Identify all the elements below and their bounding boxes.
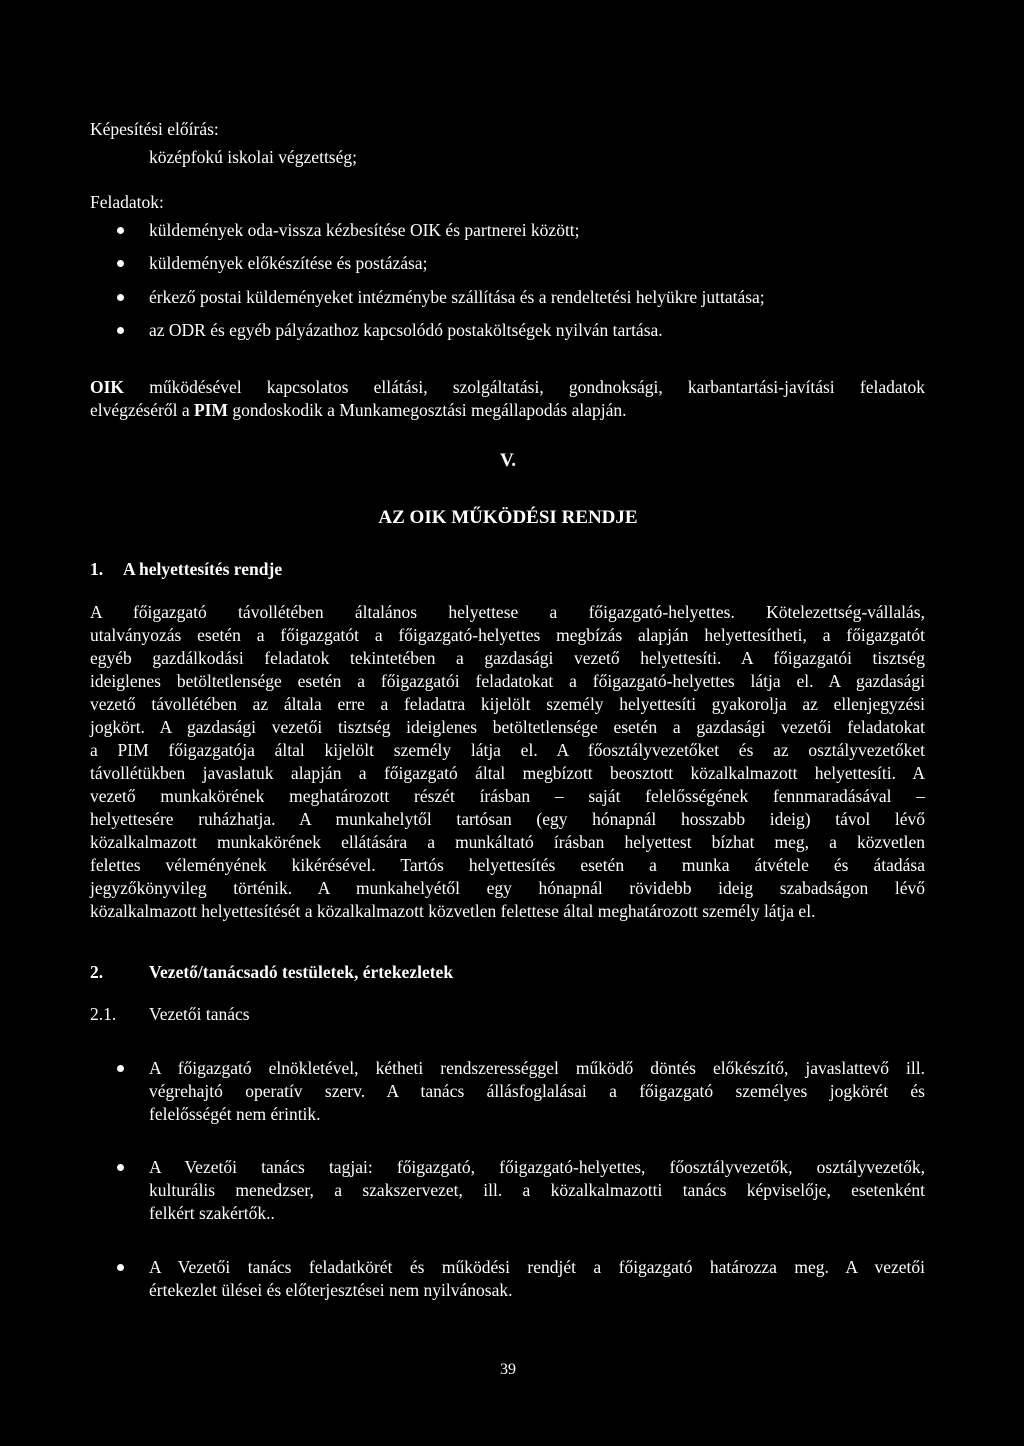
tasks-label: Feladatok: xyxy=(90,192,164,212)
page-number: 39 xyxy=(500,1361,516,1378)
paragraph-line: a PIM főigazgatója által kijelölt személy látja el. A főosztályvezetőket és az osztályvezetőket xyxy=(90,740,925,760)
pim-abbr: PIM xyxy=(193,400,228,420)
paragraph-line: felettes véleményének kikérésével. Tartós helyettesítés esetén a munka átvétele és átadása xyxy=(90,855,925,875)
paragraph-line: jogkört. A gazdasági vezetői tisztség ideiglenes betöltetlensége esetén a gazdasági vezetői feladatokat xyxy=(90,717,925,737)
task-item: küldemények oda-vissza kézbesítése OIK és partnerei között; xyxy=(149,220,580,240)
bullet-icon xyxy=(117,260,124,267)
bullet-line: értekezlet ülései és előterjesztései nem nyilvánosak. xyxy=(149,1280,513,1300)
qualification-value: középfokú iskolai végzettség; xyxy=(149,147,357,167)
bullet-icon xyxy=(117,327,124,334)
council-bullet-2 xyxy=(149,1156,925,1225)
section-2-1-number: 2.1. xyxy=(90,1004,117,1024)
bullet-line: A főigazgató elnökletével, kétheti rendszerességgel működő döntés előkészítő, javaslattevő ill. xyxy=(149,1058,925,1078)
section-2-number: 2. xyxy=(90,962,104,982)
section-1-number: 1. xyxy=(90,559,104,579)
task-item: érkező postai küldeményeket intézménybe szállítása és a rendeltetési helyükre juttatása; xyxy=(149,287,765,307)
bullet-icon xyxy=(117,1065,124,1072)
paragraph-line: utalványozás esetén a főigazgatót a főigazgató-helyettes megbízás alapján helyettesítheti, a főigazgatót xyxy=(90,625,925,645)
section-2-1-title: Vezetői tanács xyxy=(149,1004,250,1024)
oik-abbr: OIK xyxy=(90,377,125,397)
section-2-title: Vezető/tanácsadó testületek, értekezletek xyxy=(149,962,454,982)
paragraph-line: közalkalmazott helyettesítését a közalkalmazott közvetlen felettese által meghatározott személy látja el. xyxy=(90,901,816,921)
bullet-line: kulturális menedzser, a szakszervezet, ill. a közalkalmazotti tanács képviselője, esetenként xyxy=(149,1180,925,1200)
chapter-number: V. xyxy=(499,450,517,471)
paragraph-line: A főigazgató távollétében általános helyettese a főigazgató-helyettes. Kötelezettség-vállalás, xyxy=(90,602,925,622)
paragraph-line: távollétükben javaslatuk alapján a főigazgató által megbízott beosztott közalkalmazott helyettesíti. A xyxy=(90,763,925,783)
section-1-title: A helyettesítés rendje xyxy=(123,559,283,579)
bullet-line: A Vezetői tanács tagjai: főigazgató, főigazgató-helyettes, főosztályvezetők, osztályvezetők, xyxy=(149,1157,925,1177)
paragraph-line: egyéb gazdálkodási feladatok tekintetében a gazdasági vezető helyettesíti. A főigazgatói tisztség xyxy=(90,648,925,668)
bullet-line: felelősségét nem érintik. xyxy=(149,1104,321,1124)
oik-text-2: elvégzéséről a xyxy=(90,400,194,420)
qualification-label: Képesítési előírás: xyxy=(90,119,219,139)
section-1-paragraph xyxy=(90,601,925,923)
bullet-line: felkért szakértők.. xyxy=(149,1203,275,1223)
bullet-icon xyxy=(117,1264,124,1271)
oik-text-3: gondoskodik a Munkamegosztási megállapodás alapján. xyxy=(228,400,627,420)
bullet-line: végrehajtó operatív szerv. A tanács állásfoglalásai a főigazgató személyes jogkörét és xyxy=(149,1081,925,1101)
task-item: az ODR és egyéb pályázathoz kapcsolódó postaköltségek nyilván tartása. xyxy=(149,320,663,340)
bullet-icon xyxy=(117,294,124,301)
oik-paragraph xyxy=(90,376,925,422)
bullet-icon xyxy=(117,1164,124,1171)
council-bullet-3 xyxy=(149,1256,925,1302)
oik-text-1: működésével kapcsolatos ellátási, szolgáltatási, gondnoksági, karbantartási-javítási feladatok xyxy=(124,377,925,397)
paragraph-line: helyettesére ruházhatja. A munkahelytől tartósan (egy hónapnál hosszabb ideig) távol lévő xyxy=(90,809,925,829)
paragraph-line: jegyzőkönyvileg történik. A munkahelyétől egy hónapnál rövidebb ideig szabadságon lévő xyxy=(90,878,925,898)
paragraph-line: közalkalmazott munkakörének ellátására a munkáltató írásban helyettest bízhat meg, a közvetlen xyxy=(90,832,925,852)
paragraph-line: vezető munkakörének meghatározott részét írásban – saját felelősségének fennmaradásával – xyxy=(90,786,925,806)
council-bullet-1 xyxy=(149,1057,925,1126)
task-item: küldemények előkészítése és postázása; xyxy=(149,253,428,273)
bullet-icon xyxy=(117,227,124,234)
paragraph-line: ideiglenes betöltetlensége esetén a főigazgatói feladatokat a főigazgató-helyettes látja el. A gazdasági xyxy=(90,671,925,691)
chapter-title: AZ OIK MŰKÖDÉSI RENDJE xyxy=(378,507,638,528)
paragraph-line: vezető távollétében az általa erre a feladatra kijelölt személy helyettesíti gyakorolja az ellenjegyzési xyxy=(90,694,925,714)
bullet-line: A Vezetői tanács feladatkörét és működési rendjét a főigazgató határozza meg. A vezetői xyxy=(149,1257,925,1277)
